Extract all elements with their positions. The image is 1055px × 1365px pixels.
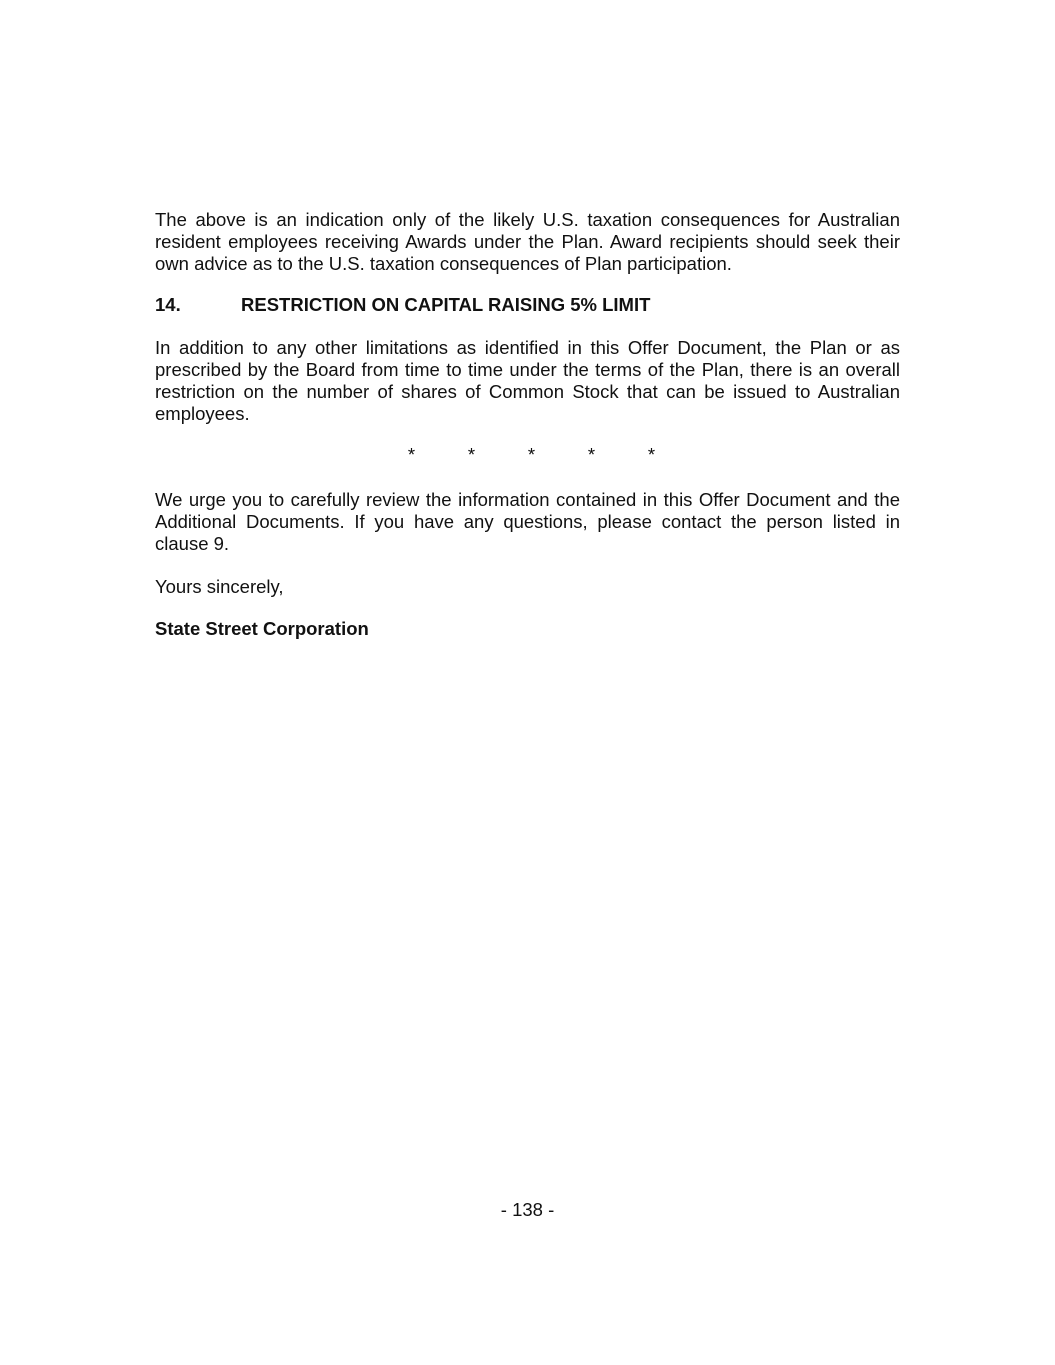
separator-star: * — [407, 444, 416, 466]
closing-salutation: Yours sincerely, — [155, 575, 284, 597]
document-page — [155, 209, 900, 640]
section-number: 14. — [155, 294, 181, 316]
capital-raising-paragraph: In addition to any other limitations as identified in this Offer Document, the Plan or as prescribed by the Board from time to time under the terms of the Plan, there is an overall restriction on the number of shares of Common Stock that can be issued to Australian employees. — [155, 337, 900, 424]
review-request-paragraph: We urge you to carefully review the information contained in this Offer Document and the Additional Documents. If you have any questions, please contact the person listed in clause 9. — [155, 489, 900, 554]
separator-star: * — [527, 444, 536, 466]
section-separator — [155, 444, 900, 466]
separator-star: * — [467, 444, 476, 466]
page-number: - 138 - — [500, 1199, 555, 1220]
section-title: RESTRICTION ON CAPITAL RAISING 5% LIMIT — [241, 294, 651, 316]
signature-company: State Street Corporation — [155, 618, 369, 640]
section-heading — [155, 294, 900, 316]
tax-consequences-paragraph: The above is an indication only of the likely U.S. taxation consequences for Australian resident employees receiving Awards under the Plan. Award recipients should seek their own advice as to the U.S. taxation consequences of Plan participation. — [155, 209, 900, 274]
separator-star: * — [647, 444, 656, 466]
separator-star: * — [587, 444, 596, 466]
